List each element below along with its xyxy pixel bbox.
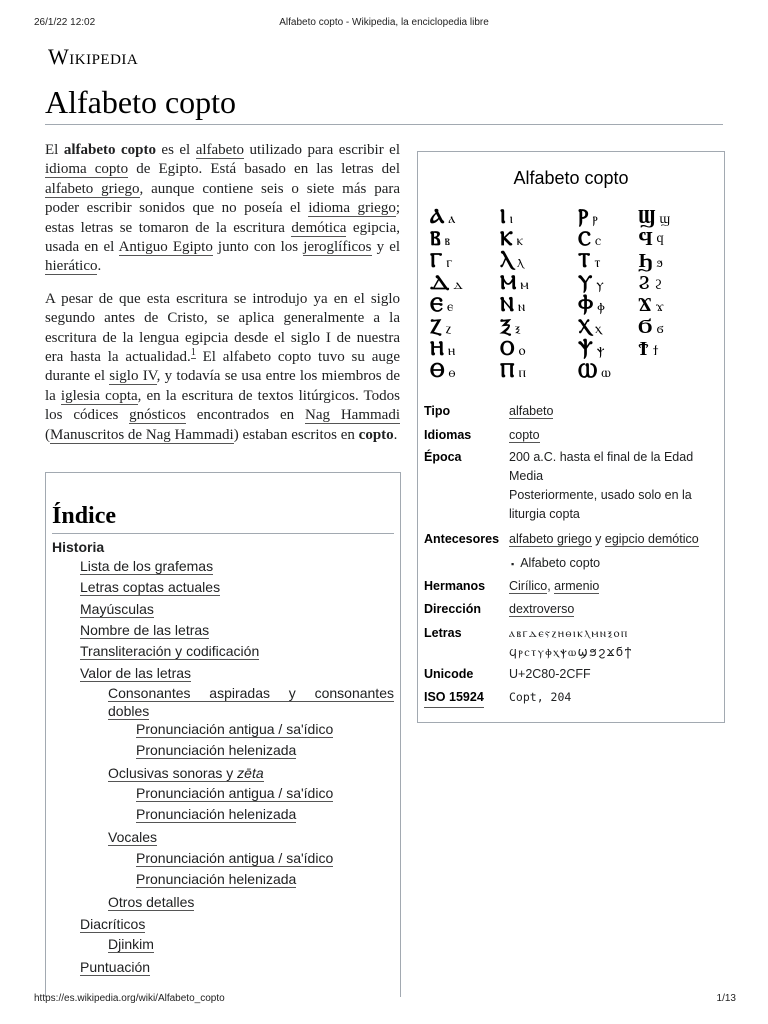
coptic-letter <box>578 336 604 360</box>
toc-item[interactable]: Letras coptas actuales <box>80 579 221 595</box>
link-alfabeto-griego[interactable]: alfabeto griego <box>45 180 140 197</box>
coptic-uppercase: Ⲣ <box>578 204 589 228</box>
bold-term: alfabeto copto <box>63 142 156 158</box>
coptic-lowercase: ⲓ <box>509 211 514 227</box>
coptic-lowercase: ⲙ <box>520 277 529 293</box>
coptic-lowercase: ⲟ <box>518 343 526 359</box>
coptic-uppercase: Ϩ <box>638 270 651 294</box>
coptic-lowercase: ⲧ <box>594 255 601 271</box>
coptic-lowercase: ⲕ <box>516 233 523 249</box>
coptic-uppercase: Ϥ <box>638 226 653 250</box>
epoca-value: 200 a.C. hasta el final de la Edad Media <box>509 450 694 483</box>
toc-item[interactable]: Mayúsculas <box>80 601 154 617</box>
coptic-letter <box>500 270 529 294</box>
coptic-letter <box>430 226 450 250</box>
coptic-lowercase: ϧ <box>656 255 664 271</box>
link-siglo-iv[interactable]: siglo IV <box>109 368 157 385</box>
text: . <box>393 426 398 443</box>
toc-item[interactable]: Pronunciación helenizada <box>136 871 297 887</box>
coptic-uppercase: Ⲗ <box>500 248 514 272</box>
toc-item[interactable]: Consonantes aspiradas y consonantes dobles <box>108 685 394 719</box>
coptic-lowercase: ϫ <box>655 299 664 315</box>
coptic-lowercase: ϩ <box>654 277 663 293</box>
coptic-uppercase: Ⲥ <box>578 226 591 250</box>
coptic-lowercase: ⲃ <box>444 233 450 249</box>
coptic-uppercase: Ⲩ <box>578 270 593 294</box>
toc-item[interactable]: Historia <box>52 539 105 555</box>
coptic-uppercase: Ⲡ <box>500 358 515 382</box>
text: egipcia, usada en el <box>45 219 400 256</box>
coptic-uppercase: Ϭ <box>638 314 653 338</box>
toc-item[interactable]: Transliteración y codificación <box>80 643 260 659</box>
toc-item[interactable]: Pronunciación antigua / sa'ídico <box>136 721 334 737</box>
coptic-uppercase: Ⲇ <box>430 270 450 294</box>
coptic-letter <box>638 336 658 361</box>
coptic-uppercase: Ⲉ <box>430 292 443 316</box>
coptic-lowercase: ϭ <box>656 321 664 337</box>
text: utilizado para escribir el <box>244 142 401 158</box>
iso-code: Copt, 204 <box>509 690 572 704</box>
link-egipcio-demotico[interactable]: egipcio demótico <box>604 532 699 546</box>
toc-item[interactable]: Lista de los grafemas <box>80 558 214 574</box>
coptic-letter <box>500 248 524 272</box>
link-armenio[interactable]: armenio <box>554 579 600 593</box>
print-page-number: 1/13 <box>716 993 736 1004</box>
coptic-letter <box>430 204 455 228</box>
coptic-letter <box>430 292 453 316</box>
link-iso-15924[interactable]: ISO 15924 <box>424 688 484 708</box>
infobox-title: Alfabeto copto <box>513 168 629 188</box>
coptic-lowercase: ⲅ <box>446 255 453 271</box>
row-label: Época <box>424 450 462 464</box>
toc-item[interactable]: Otros detalles <box>108 894 195 910</box>
toc-item[interactable]: Pronunciación helenizada <box>136 742 297 758</box>
link-cirilico[interactable]: Cirílico <box>509 579 548 593</box>
coptic-letter <box>578 292 605 316</box>
toc-item[interactable]: Puntuación <box>80 959 151 975</box>
coptic-uppercase: Ⲓ <box>500 204 506 228</box>
coptic-letter <box>430 270 463 294</box>
link-idioma-copto[interactable]: idioma copto <box>45 161 129 178</box>
coptic-lowercase: ⲩ <box>596 277 604 293</box>
reference-1[interactable]: 1 <box>190 347 196 359</box>
row-label: Hermanos <box>424 579 486 593</box>
row-label: Tipo <box>424 404 451 418</box>
text: ( <box>45 426 50 443</box>
text: es el <box>155 142 196 158</box>
text: El alfabeto copto tuvo su auge durante el <box>45 349 401 385</box>
link-iglesia-copta[interactable]: iglesia copta <box>60 387 138 404</box>
letras-line-1: ⲁⲃⲅⲇⲉⲋⲍⲏⲑⲓⲕⲗⲙⲛⲝⲟⲡ <box>509 626 629 640</box>
coptic-letter <box>578 270 604 294</box>
toc-title: Índice <box>52 503 117 529</box>
coptic-uppercase: Ⲫ <box>578 292 594 316</box>
link-tipo[interactable]: alfabeto <box>509 404 554 418</box>
intro-paragraph <box>45 141 400 277</box>
coptic-lowercase: ⲝ <box>514 321 521 337</box>
coptic-uppercase: Ⲭ <box>578 314 591 338</box>
text: . <box>97 258 102 275</box>
coptic-lowercase: ⲁ <box>448 211 456 227</box>
unicode-range: U+2C80-2CFF <box>509 667 591 681</box>
bold-term: copto <box>358 426 394 443</box>
coptic-lowercase: ⲇ <box>453 277 463 293</box>
coptic-lowercase: ⲗ <box>517 255 524 271</box>
text: junto con los <box>212 239 304 256</box>
text: y el <box>371 239 401 256</box>
coptic-uppercase: Ⲟ <box>500 336 515 360</box>
coptic-lowercase: ⲣ <box>592 211 598 227</box>
coptic-letter <box>500 336 525 360</box>
coptic-letter <box>500 226 523 250</box>
coptic-uppercase: Ⲱ <box>578 358 598 382</box>
row-label: Unicode <box>424 667 474 681</box>
print-url: https://es.wikipedia.org/wiki/Alfabeto_copto <box>34 993 225 1004</box>
toc-item[interactable]: Vocales <box>108 829 158 845</box>
text: de Egipto. Está basado en las letras del <box>128 161 400 178</box>
toc-item[interactable]: Diacríticos <box>80 916 146 932</box>
coptic-lowercase: ⲯ <box>596 343 605 359</box>
coptic-uppercase: Ⲝ <box>500 314 511 338</box>
coptic-lowercase: ϣ <box>659 211 671 227</box>
wikipedia-wordmark[interactable]: Wikipedia <box>48 44 139 69</box>
coptic-lowercase: ϥ <box>656 233 664 249</box>
text: A pesar de que esta escritura se introdujo ya en el siglo segundo antes de Cristo, se aplica generalmente a la escritura de la lengua egipcia desde el siglo I de nuestra era hasta la actualidad. <box>45 290 400 366</box>
coptic-lowercase: ⲭ <box>594 321 602 337</box>
row-label: Idiomas <box>424 428 472 442</box>
toc-item[interactable]: Pronunciación antigua / sa'ídico <box>136 850 334 866</box>
coptic-lowercase: ⲡ <box>518 365 526 381</box>
coptic-uppercase: Ⲃ <box>430 226 441 250</box>
coptic-uppercase: Ϧ <box>638 248 653 272</box>
text: ) estaban escritos en <box>233 426 359 443</box>
coptic-letter <box>430 358 455 382</box>
coptic-lowercase: ⲥ <box>594 233 602 249</box>
link-hieratico[interactable]: hierático <box>45 258 98 275</box>
coptic-uppercase: Ⲧ <box>578 248 591 272</box>
text: , y todavía se usa entre los miembros de la <box>45 368 400 404</box>
text: , en la escritura de textos litúrgicos. Todos los códices <box>45 387 400 424</box>
coptic-uppercase: Ϫ <box>638 292 652 316</box>
letras-line-2: ϥⲣⲥⲧⲩⲫⲭⲯⲱϣϧϩϫϭϯ <box>509 645 633 659</box>
coptic-lowercase: ⲫ <box>597 299 605 315</box>
text: y <box>591 532 605 546</box>
link-alfabeto[interactable]: alfabeto <box>195 142 245 158</box>
epoca-note: Posteriormente, usado solo en la liturgia copta <box>509 488 692 521</box>
table-of-contents <box>45 472 401 997</box>
link-nag-hammadi[interactable]: Nag Hammadi <box>305 407 400 424</box>
coptic-lowercase: ⲍ <box>445 321 452 337</box>
text: , aunque contiene seis o siete más para poder escribir sonidos que no poseía el <box>45 180 401 217</box>
toc-item[interactable]: Oclusivas sonoras y zēta <box>108 765 264 781</box>
link-jeroglificos[interactable]: jeroglíficos <box>303 239 372 256</box>
coptic-lowercase: ϯ <box>652 343 659 359</box>
link-alfabeto-griego[interactable]: alfabeto griego <box>509 532 592 546</box>
coptic-uppercase: Ϣ <box>638 204 656 228</box>
link-demotica[interactable]: demótica <box>291 219 347 236</box>
coptic-uppercase: Ⲍ <box>430 314 442 338</box>
toc-item[interactable]: Pronunciación antigua / sa'ídico <box>136 785 334 801</box>
coptic-uppercase: Ⲏ <box>430 336 444 360</box>
coptic-uppercase: Ⲙ <box>500 270 517 294</box>
print-title: Alfabeto copto - Wikipedia, la enciclopedia libre <box>279 17 489 28</box>
coptic-uppercase: Ⲁ <box>430 204 445 228</box>
text: ; estas letras se tomaron de la escritura <box>45 200 401 236</box>
coptic-letter <box>430 248 452 272</box>
text: , <box>547 579 555 593</box>
text: encontrados en <box>185 407 306 424</box>
link-idioma-griego[interactable]: idioma griego <box>308 200 396 217</box>
coptic-uppercase: Ⲯ <box>578 336 593 360</box>
article-body <box>45 141 400 458</box>
text: El <box>45 142 64 158</box>
coptic-letter <box>500 358 526 382</box>
coptic-letter <box>500 204 513 228</box>
coptic-uppercase: Ⲅ <box>430 248 443 272</box>
coptic-lowercase: ⲛ <box>517 299 526 315</box>
toc-item[interactable]: Valor de las letras <box>80 665 192 681</box>
link-antiguo-egipto[interactable]: Antiguo Egipto <box>118 239 213 256</box>
coptic-letter <box>500 292 525 316</box>
coptic-lowercase: ⲏ <box>447 343 456 359</box>
coptic-lowercase: ⲑ <box>448 365 456 381</box>
coptic-uppercase: Ⲛ <box>500 292 514 316</box>
infobox <box>417 151 725 723</box>
history-paragraph <box>45 290 400 445</box>
print-date: 26/1/22 12:02 <box>34 17 96 28</box>
link-dextroverso[interactable]: dextroverso <box>509 602 575 616</box>
coptic-letter <box>578 226 601 250</box>
coptic-lowercase: ⲉ <box>446 299 454 315</box>
coptic-uppercase: Ⲕ <box>500 226 513 250</box>
coptic-letter <box>500 314 520 338</box>
coptic-letter <box>578 204 598 228</box>
coptic-uppercase: Ϯ <box>638 336 649 360</box>
link-idiomas[interactable]: copto <box>509 428 540 442</box>
coptic-letter <box>430 336 455 360</box>
toc-divider <box>52 533 394 534</box>
coptic-letter <box>578 314 601 338</box>
toc-item[interactable]: Pronunciación helenizada <box>136 806 297 822</box>
coptic-letter <box>578 248 600 272</box>
row-label: Letras <box>424 626 462 640</box>
toc-item[interactable]: Djinkim <box>108 936 154 952</box>
coptic-lowercase: ⲱ <box>601 365 611 381</box>
page-title: Alfabeto copto <box>45 84 237 120</box>
title-divider <box>45 124 723 125</box>
row-label: Dirección <box>424 602 481 616</box>
link-manuscritos[interactable]: Manuscritos de Nag Hammadi <box>50 426 234 443</box>
link-gnosticos[interactable]: gnósticos <box>129 407 186 424</box>
coptic-letter <box>578 358 611 382</box>
toc-item[interactable]: Nombre de las letras <box>80 622 210 638</box>
antecesores-child: ▪ Alfabeto copto <box>511 554 720 574</box>
row-label: Antecesores <box>424 532 500 546</box>
coptic-uppercase: Ⲑ <box>430 358 445 382</box>
coptic-letter <box>430 314 451 338</box>
